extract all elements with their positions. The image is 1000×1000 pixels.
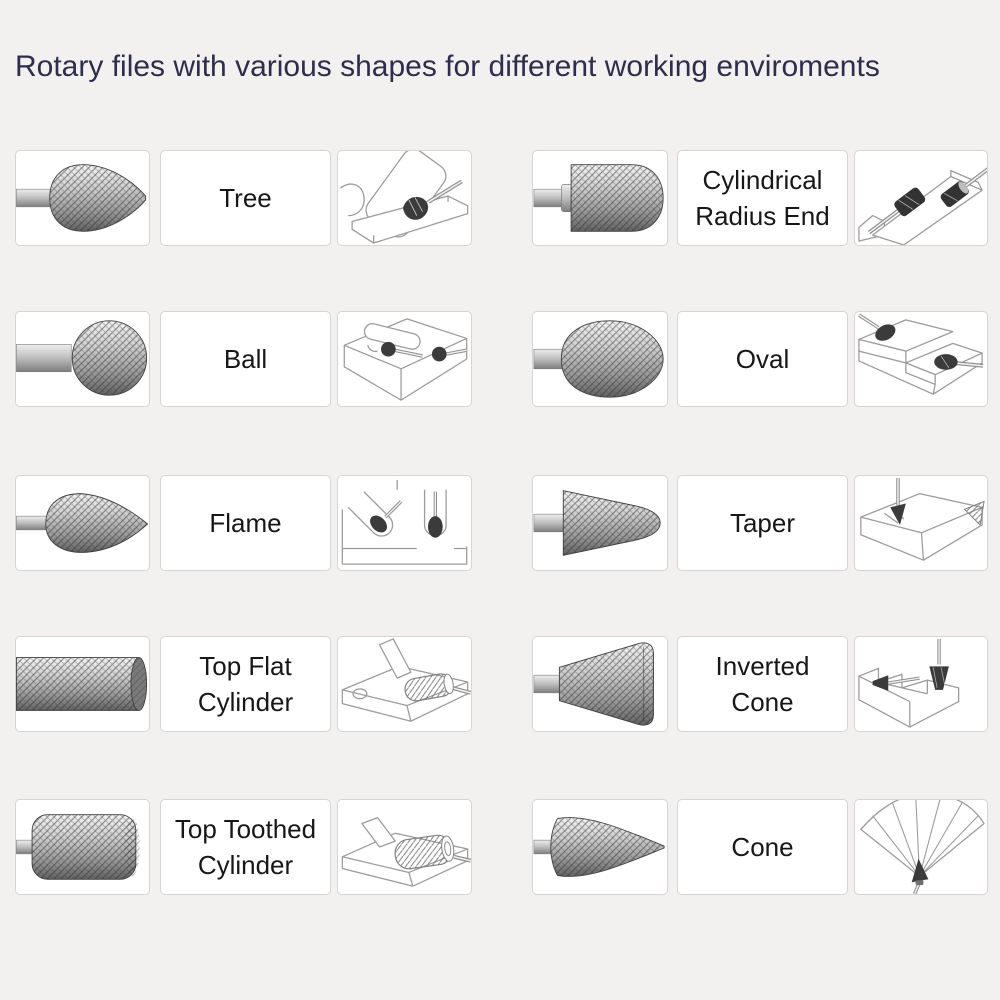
tree-usage-illustration: [338, 151, 471, 245]
oval-photo-card: [532, 311, 668, 407]
oval-usage-card: [854, 311, 988, 407]
cylindrical-radius-end-label-card: [677, 150, 848, 246]
taper-label: Taper: [729, 508, 796, 538]
flame-usage-card: [337, 475, 472, 571]
tree-label-card: [160, 150, 331, 246]
ball-label: Ball: [223, 344, 268, 374]
inverted-cone-burr-photo: [533, 637, 667, 731]
top-toothed-cylinder-label: Top Toothed Cylinder: [174, 814, 317, 880]
top-flat-cylinder-photo-card: [15, 636, 150, 732]
oval-label: Oval: [735, 344, 790, 374]
cylindrical-radius-end-label: Cylindrical Radius End: [695, 165, 830, 231]
top-flat-cylinder-label-card: [160, 636, 331, 732]
tree-usage-card: [337, 150, 472, 246]
cylindrical-radius-end-usage-card: [854, 150, 988, 246]
top-flat-cylinder-usage-card: [337, 636, 472, 732]
row-top-toothed-cylinder-cone: [15, 799, 988, 895]
top-toothed-cylinder-usage-illustration: [338, 800, 471, 894]
oval-usage-illustration: [855, 312, 987, 406]
top-flat-cylinder-usage-illustration: [338, 637, 471, 731]
inverted-cone-label: Inverted Cone: [715, 651, 810, 717]
row-top-flat-cylinder-inverted-cone: [15, 636, 988, 732]
cylindrical-radius-end-burr-photo: [533, 151, 667, 245]
taper-usage-card: [854, 475, 988, 571]
tree-burr-photo: [16, 151, 149, 245]
taper-usage-illustration: [855, 476, 987, 570]
oval-label-card: [677, 311, 848, 407]
ball-usage-illustration: [338, 312, 471, 406]
flame-photo-card: [15, 475, 150, 571]
top-flat-cylinder-burr-photo: [16, 637, 149, 731]
ball-usage-card: [337, 311, 472, 407]
row-flame-taper: [15, 475, 988, 571]
taper-burr-photo: [533, 476, 667, 570]
top-flat-cylinder-label: Top Flat Cylinder: [197, 651, 294, 717]
inverted-cone-photo-card: [532, 636, 668, 732]
ball-burr-photo: [16, 312, 149, 406]
row-ball-oval: [15, 311, 988, 407]
top-toothed-cylinder-label-card: [160, 799, 331, 895]
taper-label-card: [677, 475, 848, 571]
inverted-cone-label-card: [677, 636, 848, 732]
cone-photo-card: [532, 799, 668, 895]
tree-photo-card: [15, 150, 150, 246]
flame-usage-illustration: [338, 476, 471, 570]
ball-photo-card: [15, 311, 150, 407]
cone-label-card: [677, 799, 848, 895]
top-toothed-cylinder-burr-photo: [16, 800, 149, 894]
taper-photo-card: [532, 475, 668, 571]
cone-burr-photo: [533, 800, 667, 894]
cone-label: Cone: [731, 832, 794, 862]
tree-label: Tree: [219, 183, 272, 213]
page-title: Rotary files with various shapes for different working enviroments: [15, 50, 880, 83]
ball-label-card: [160, 311, 331, 407]
cylindrical-radius-end-photo-card: [532, 150, 668, 246]
inverted-cone-usage-card: [854, 636, 988, 732]
cone-usage-card: [854, 799, 988, 895]
oval-burr-photo: [533, 312, 667, 406]
flame-label: Flame: [209, 508, 282, 538]
inverted-cone-usage-illustration: [855, 637, 987, 731]
top-toothed-cylinder-usage-card: [337, 799, 472, 895]
flame-burr-photo: [16, 476, 149, 570]
row-tree-cylindrical-radius-end: [15, 150, 988, 246]
cylindrical-radius-end-usage-illustration: [855, 151, 987, 245]
flame-label-card: [160, 475, 331, 571]
top-toothed-cylinder-photo-card: [15, 799, 150, 895]
cone-usage-illustration: [855, 800, 987, 894]
